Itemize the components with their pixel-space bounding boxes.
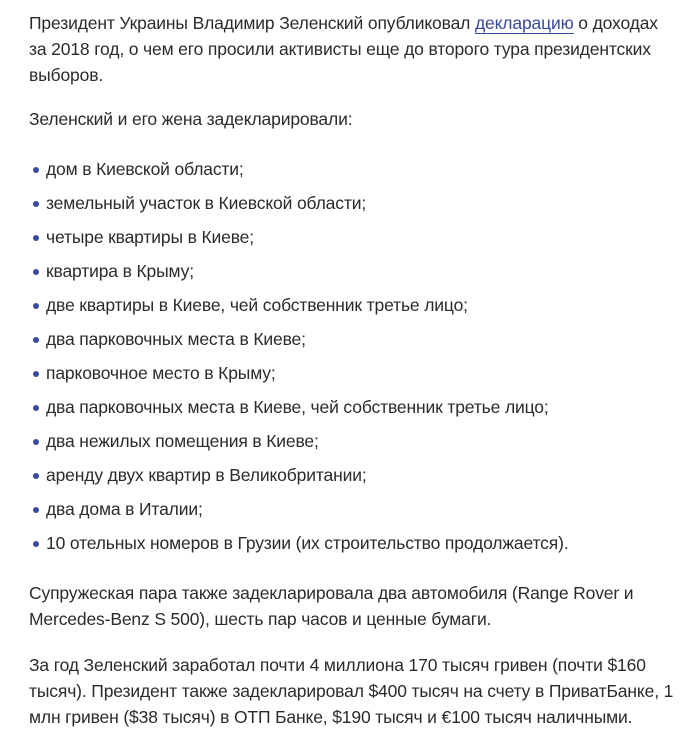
bullet-icon [33, 269, 39, 275]
list-item [29, 356, 675, 390]
list-item-text: квартира в Крыму; [46, 261, 194, 281]
list-item [29, 322, 675, 356]
bullet-icon [33, 473, 39, 479]
intro-paragraph [29, 10, 675, 88]
bullet-icon [33, 507, 39, 513]
bullet-icon [33, 337, 39, 343]
list-item [29, 152, 675, 186]
list-item [29, 288, 675, 322]
list-item-text: два парковочных места в Киеве, чей собственник третье лицо; [46, 397, 549, 417]
bullet-icon [33, 541, 39, 547]
intro-text-start: Президент Украины Владимир Зеленский опубликовал [29, 13, 475, 33]
list-item-text: четыре квартиры в Киеве; [46, 227, 254, 247]
bullet-icon [33, 167, 39, 173]
list-item [29, 186, 675, 220]
list-item [29, 220, 675, 254]
bullet-icon [33, 371, 39, 377]
declared-heading: Зеленский и его жена задекларировали: [29, 109, 353, 129]
list-item-text: аренду двух квартир в Великобритании; [46, 465, 367, 485]
assets-list [29, 152, 675, 560]
list-item-text: две квартиры в Киеве, чей собственник третье лицо; [46, 295, 468, 315]
bullet-icon [33, 201, 39, 207]
list-item [29, 390, 675, 424]
list-item-text: земельный участок в Киевской области; [46, 193, 367, 213]
bullet-icon [33, 405, 39, 411]
list-item-text: дом в Киевской области; [46, 159, 244, 179]
intro-text-end: о доходах за 2018 год, о чем его просили активисты еще до второго тура президентских выборов. [29, 13, 658, 85]
list-item-text: два парковочных места в Киеве; [46, 329, 306, 349]
list-item [29, 458, 675, 492]
income-paragraph: За год Зеленский заработал почти 4 миллиона 170 тысяч гривен (почти $160 тысяч). Президент также задекларировал $400 тысяч на счету в ПриватБанке, 1 млн гривен ($38 тысяч) в ОТП Банке, $190 тысяч и €100 тысяч наличными. [29, 655, 674, 727]
bullet-icon [33, 303, 39, 309]
bullet-icon [33, 235, 39, 241]
bullet-icon [33, 439, 39, 445]
list-item-text: два дома в Италии; [46, 499, 203, 519]
list-item-text: два нежилых помещения в Киеве; [46, 431, 319, 451]
list-item [29, 254, 675, 288]
list-item [29, 492, 675, 526]
list-item [29, 526, 675, 560]
list-item [29, 424, 675, 458]
list-item-text: 10 отельных номеров в Грузии (их строительство продолжается). [46, 533, 569, 553]
cars-paragraph: Супружеская пара также задекларировала два автомобиля (Range Rover и Mercedes-Benz S 500), шесть пар часов и ценные бумаги. [29, 583, 634, 629]
declaration-link[interactable]: декларацию [474, 13, 574, 33]
list-item-text: парковочное место в Крыму; [46, 363, 276, 383]
